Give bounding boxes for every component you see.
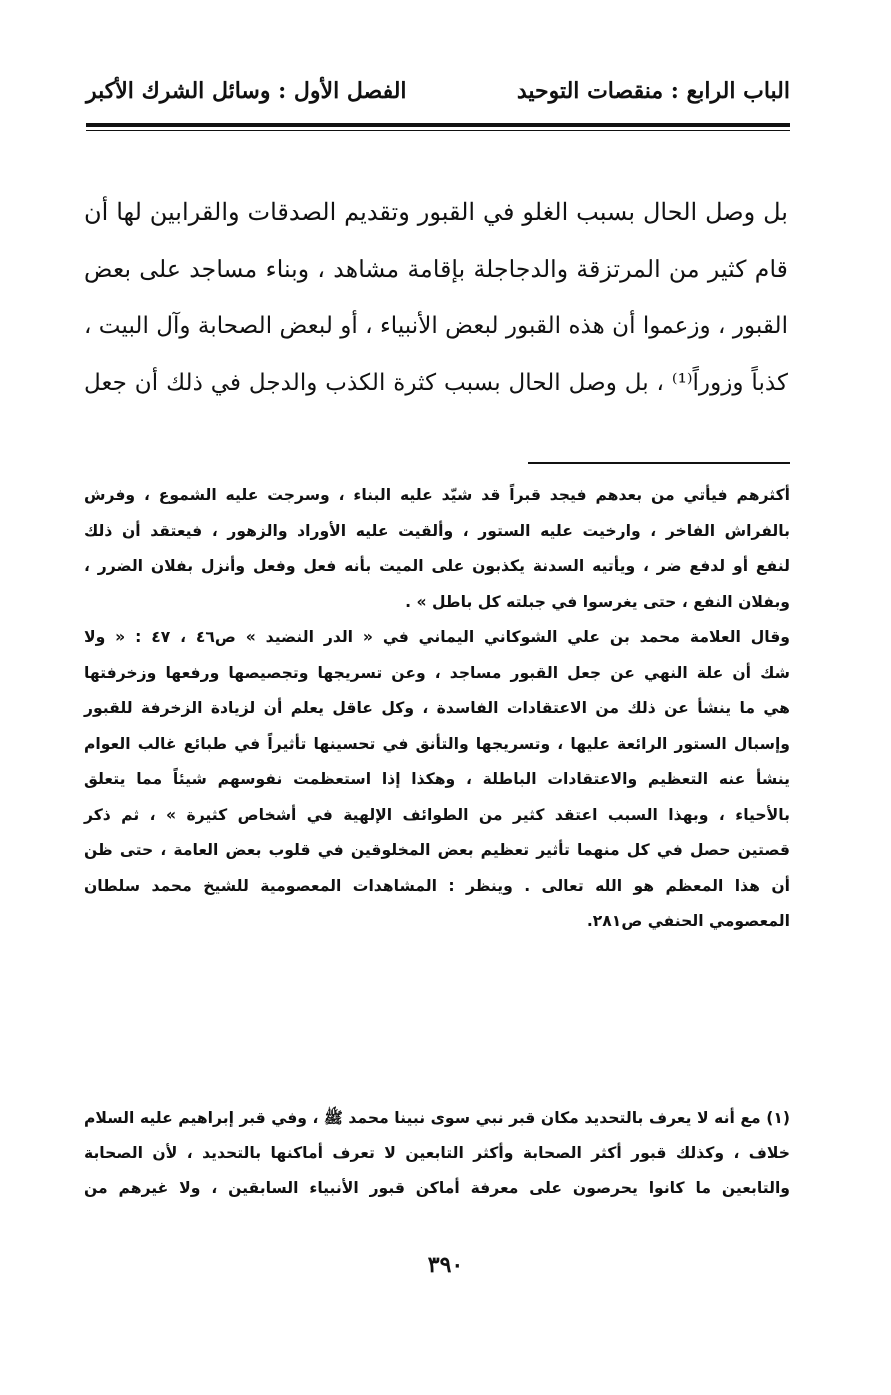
footnote-1: [84, 1101, 790, 1206]
note-line: بالفراش الفاخر ، وارخيت عليه الستور ، وألقيت عليه الأوراد والزهور ، فيعتقد أن ذلك: [84, 521, 790, 540]
footnote-separator: [528, 462, 790, 464]
note-line: لنفع أو لدفع ضر ، ويأتيه السدنة يكذبون على الميت بأنه فعل وفعل وأنزل بفلان الضرر ،: [84, 557, 790, 575]
main-text-line: بل وصل الحال بسبب الغلو في القبور وتقديم الصدقات والقرابين لها أن: [84, 198, 788, 226]
page-number: ٣٩٠: [427, 1252, 464, 1278]
section-title: الفصل الأول : وسائل الشرك الأكبر: [86, 78, 407, 104]
continued-footnote: [84, 478, 790, 940]
chapter-title: الباب الرابع : منقصات التوحيد: [516, 78, 790, 104]
main-text-line: القبور ، وزعموا أن هذه القبور لبعض الأنبياء ، أو لبعض الصحابة وآل البيت ،: [84, 313, 788, 339]
note-line: وبفلان النفع ، حتى يغرسوا في جبلته كل باطل » .: [405, 592, 790, 611]
main-text-line: كذباً وزوراً⁽¹⁾ ، بل وصل الحال بسبب كثرة الكذب والدجل في ذلك أن جعل: [84, 370, 788, 396]
running-header: [86, 78, 790, 118]
header-rule-thick: [86, 123, 790, 127]
note-line: وإسبال الستور الرائعة عليها ، وتسريجها والتأنق في تحسينها تأثيراً في طبائع غالب العوام: [84, 734, 790, 753]
note-line: أن هذا المعظم هو الله تعالى . وينظر : المشاهدات المعصومية للشيخ محمد سلطان: [84, 876, 790, 895]
main-text: [84, 184, 788, 412]
note-line: وقال العلامة محمد بن علي الشوكاني اليماني في « الدر النضيد » ص٤٦ ، ٤٧ : « ولا: [84, 628, 790, 646]
note-line: أكثرهم فيأتي من بعدهم فيجد قبراً قد شيّد عليه البناء ، وسرجت عليه الشموع ، وفرش: [84, 486, 790, 504]
header-rule-thin: [86, 130, 790, 131]
footnote-line: (١) مع أنه لا يعرف بالتحديد مكان قبر نبي سوى نبينا محمد ﷺ ، وفي قبر إبراهيم عليه السلام: [84, 1109, 790, 1127]
main-text-line: قام كثير من المرتزقة والدجاجلة بإقامة مشاهد ، وبناء مساجد على بعض: [84, 255, 788, 283]
note-line: هي ما ينشأ عن ذلك من الاعتقادات الفاسدة ، وكل عاقل يعلم أن لزيادة الزخرفة للقبور: [84, 699, 790, 717]
note-line: المعصومي الحنفي ص٢٨١.: [586, 912, 790, 930]
footnote-line: خلاف ، وكذلك قبور أكثر الصحابة وأكثر التابعين لا تعرف أماكنها بالتحديد ، لأن الصحابة: [84, 1144, 790, 1162]
note-line: قصتين حصل في كل منهما تأثير تعظيم بعض المخلوقين في قلوب بعض العامة ، حتى ظن: [84, 841, 790, 859]
note-line: شك أن علة النهي عن جعل القبور مساجد ، وعن تسريجها وتجصيصها ورفعها وزخرفتها: [84, 663, 790, 682]
note-line: بالأحياء ، وبهذا السبب اعتقد كثير من الطوائف الإلهية في أشخاص كثيرة » ، ثم ذكر: [84, 805, 790, 824]
footnote-line: والتابعين ما كانوا يحرصون على معرفة أماكن قبور الأنبياء السابقين ، ولا غيرهم من: [84, 1179, 790, 1197]
note-line: ينشأ عنه التعظيم والاعتقادات الباطلة ، وهكذا إذا استعظمت نفوسهم شيئاً مما يتعلق: [84, 770, 790, 788]
